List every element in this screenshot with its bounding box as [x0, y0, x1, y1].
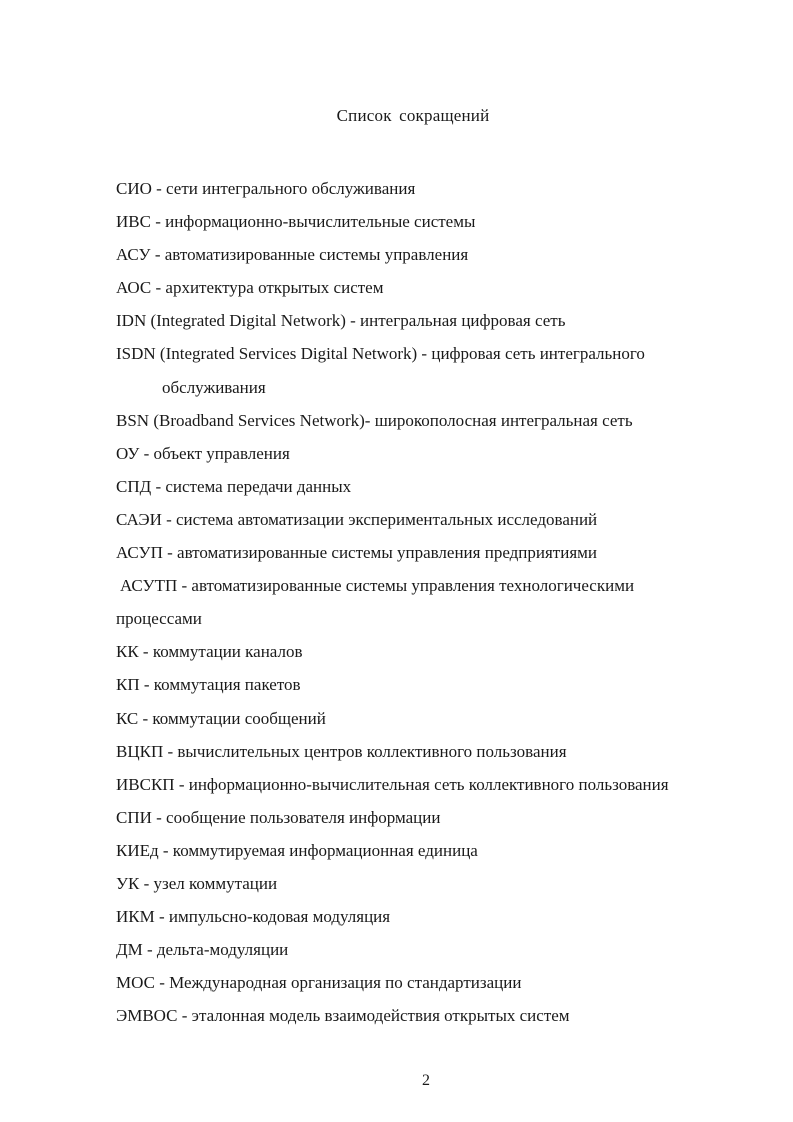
abbreviation-entry: САЭИ - система автоматизации экспериментальных исследований — [116, 509, 598, 529]
abbreviation-entry: ИКМ - импульсно-кодовая модуляция — [116, 907, 391, 927]
abbreviation-list — [116, 172, 756, 1032]
abbreviation-entry: КС - коммутации сообщений — [116, 708, 326, 728]
abbreviation-entry: КИЕд - коммутируемая информационная единица — [116, 840, 478, 860]
abbreviation-entry: ВЦКП - вычислительных центров коллективного пользования — [116, 741, 567, 761]
abbreviation-entry: КП - коммутация пакетов — [116, 675, 301, 695]
abbreviation-entry: ДМ - дельта-модуляции — [116, 940, 289, 960]
abbreviation-entry: ИВСКП - информационно-вычислительная сеть коллективного пользования — [116, 774, 669, 794]
abbreviation-entry: АОС - архитектура открытых систем — [116, 278, 384, 298]
abbreviation-entry: ИВС - информационно-вычислительные системы — [116, 212, 476, 232]
abbreviation-entry: СИО - сети интегрального обслуживания — [116, 179, 416, 198]
abbreviation-entry: МОС - Международная организация по стандартизации — [116, 973, 522, 993]
abbreviation-entry: АСУ - автоматизированные системы управления — [116, 245, 469, 265]
abbreviation-entry: КК - коммутации каналов — [116, 642, 303, 662]
abbreviation-entry-continuation: процессами — [116, 609, 202, 629]
abbreviation-entry: ISDN (Integrated Services Digital Network) - цифровая сеть интегрального — [116, 344, 645, 364]
abbreviation-entry: АСУТП - автоматизированные системы управления технологическими — [120, 576, 635, 596]
abbreviation-entry: IDN (Integrated Digital Network) - интегральная цифровая сеть — [116, 311, 566, 331]
abbreviation-entry: BSN (Broadband Services Network)- широкополосная интегральная сеть — [116, 410, 633, 430]
abbreviation-entry-continuation: обслуживания — [162, 377, 266, 397]
abbreviation-entry: ЭМВОС - эталонная модель взаимодействия открытых систем — [116, 1006, 570, 1026]
page-number: 2 — [422, 1072, 430, 1089]
abbreviation-entry: УК - узел коммутации — [116, 873, 278, 893]
abbreviation-entry: ОУ - объект управления — [116, 443, 290, 463]
page-title: Список сокращений — [336, 106, 490, 125]
abbreviation-entry: СПД - система передачи данных — [116, 476, 352, 496]
abbreviation-entry: СПИ - сообщение пользователя информации — [116, 807, 441, 827]
abbreviation-entry: АСУП - автоматизированные системы управления предприятиями — [116, 543, 598, 563]
